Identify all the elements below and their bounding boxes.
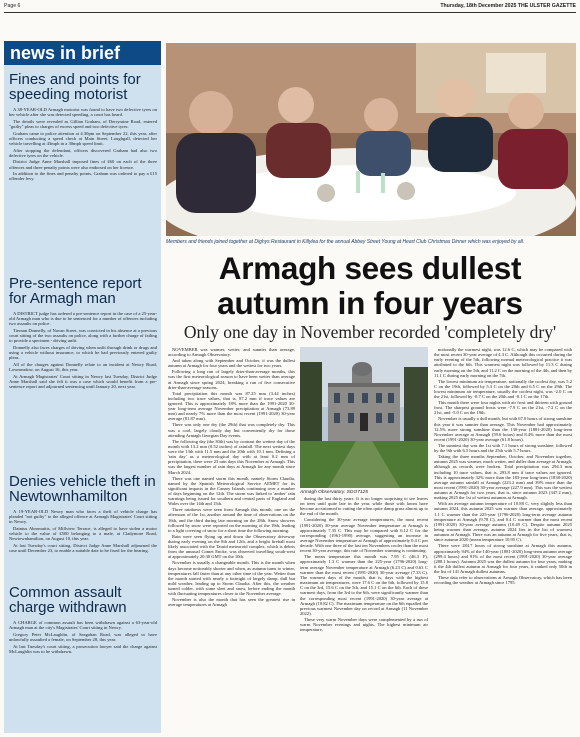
paragraph: After stopping the defendant, officers discovered Graham had also two defective tyres on the vehicle.: [9, 147, 157, 158]
photo-caption: Members and friends joined together at Dighys Restaurant in Killylea for the annual Abbey Street Young at Heart Club Christmas Dinner which was enjoyed by all.: [166, 239, 525, 245]
paragraph: This month there were four nights with air frost and thirteen with ground frost. The sharpest ground frosts were -7.9 C on the 21st, -7.2 C on the 21st, and -5.0 C on the 19th.: [434, 400, 572, 416]
paragraph: November is usually a dull month, but with 67.0 hours of strong sunshine this year it was sunnier than average. This November had approximately 12.5% more strong sunshine than the 130-year (1881-2020) long-term November average at Armagh (59.6 hours) and 8.4% more than the most recent (1991-2020) 30-year average (61.8 hours).: [434, 416, 572, 443]
observatory-photo: [300, 347, 428, 488]
paragraph: Gregory Peter McLaughlin, of Seagahan Road, was alleged to have unlawfully assaulted a female, on September 28, this year.: [9, 631, 157, 642]
brief-story-vehicle-theft: [9, 474, 157, 555]
brief-story-speeding: [9, 72, 157, 183]
paragraph: In addition to the fines and penalty points, Graham was ordered to pay a £15 offender levy.: [9, 171, 157, 182]
paragraph: The mean temperature this month was 7.95 C (46.3 F), approximately 1.3 C warmer than the 225-year (1796-2020) long-term average November temperature at Armagh (6.23 C) and 0.63 C warmer than the most recent (1991-2020) 30-year average (7.33 C). The warmest days of the month, that is, days with the highest maximum air temperatures, were 17.6 C on the 6th, followed by 15.8 C on the 3rd, 15.6 C on the 5th, and 15.1 C on the 6th. Each of these warmest days, from the 3rd to the 6th, were significantly warmer than the corresponding most recent (1991-2020) 30-year average at Armagh (10.82 C). The maximum temperature on the 6th equalled the previous warmest November day on record at Armagh (11 November 2022).: [300, 554, 428, 617]
article-column-1: [168, 347, 295, 608]
paragraph: The following day (the 30th) was by contrast the wettest day of the month with 13.2 mm (0.52 inches) of rainfall. The next wettest days were the 13th with 11.5 mm and the 20th with 10.1 mm. Defining a 'rain day' as a meteorological day with at least 0.2 mm of precipitation, there were 23 rain days this November at Armagh. This was the largest number of rain days at Armagh for any month since March 2024.: [168, 438, 295, 475]
paragraph: District Judge Anne Marshall imposed fines of £60 on each of the three offences and three penalty points were also endorsed on her licence.: [9, 159, 157, 170]
paragraph: The lowest minimum air temperature, notionally the coolest day, was 5.2 C on the 19th, followed by 5.3 C on the 20th and 6.5 C on the 29th. The lowest minimum air temperature, usually the coolest night, was -2.0 C on the 21st, followed by -0.7 C on the 20th and -0.1 C on the 17th.: [434, 378, 572, 400]
paragraph: At last Tuesday's court sitting, a prosecution lawyer said the charge against McLaughlin was to be withdrawn.: [9, 643, 157, 654]
paragraph: Rain were seen flying up and down the Observatory driveway during early evening on the 8th and 12th, and a bright fireball most likely associated with the Taurid meteoroid complex, which is debris from the unusual Comet Encke, was observed travelling south-west at approximately 20:30 GMT on the 10th.: [168, 533, 295, 560]
paragraph: These data refer to observations at Armagh Observatory, which has been recording the weather at Armagh since 1795.: [434, 575, 572, 586]
observatory-caption: Armagh Observatory. SGO7125: [300, 490, 368, 495]
paragraph: There was one named storm this month, namely Storm Claudia, named by the Spanish Meteorological Service AEMET for its significant impacts in the Canary Islands continuing over a number of days beginning on the 12th. The storm was linked to 'amber' rain warnings being issued for southern and central parts of England and Wales over the 14th and 15th.: [168, 475, 295, 507]
paragraph: Donnelly also faces charges of driving when unfit through drink or drugs and using a vehicle without insurance, to which he had previously entered guilty pleas.: [9, 345, 157, 361]
paragraph: Considering the 30-year average temperatures, the most recent (1991-2020) 30-year average November temperature at Armagh is approximately 7.35 C. This may be compared with 6.12 C for the corresponding (1961-1990) average, suggesting an increase in average November temperature at Armagh of approximately 0.4 C per decade. With one three of the last ten Novembers cooler than the most recent 30-year average, this rate of November warming is continuing.: [300, 517, 428, 554]
paragraph: These very warm November days were complemented by a run of warm November evenings and nights. The highest minimum air temperature,: [300, 616, 428, 633]
paragraph: At last Tuesday's court sitting, District Judge Anne Marshall adjourned the case until December 23, to enable a suitable date to be fixed for the hearing.: [9, 543, 157, 554]
brief-headline: Denies vehicle theft in Newtownhamilton: [9, 473, 156, 505]
strapline: Only one day in November recorded 'completely dry': [183, 322, 557, 342]
paragraph: And taken along with September and October, it was the dullest autumn at Armagh for four years and the wettest for two years.: [168, 358, 295, 369]
paragraph: A 19-YEAR-OLD Newry man who faces a theft of vehicle charge has pleaded "not guilty" to the alleged offence at Armagh Magistrates' Court sitting in Newry.: [9, 509, 157, 525]
paragraph: Three rainbows were seen from Armagh this month, one on the afternoon of the 1st, another around the time of observations on the 16th, and the third during late morning on the 28th. Snow showers followed by snow were reported on the morning of the 19th, leading to a light covering of snow for a short time the following morning.: [168, 507, 295, 533]
brief-story-assault: [9, 585, 157, 655]
brief-headline: Pre-sentence report for Armagh man: [9, 275, 142, 307]
brief-body: [9, 311, 157, 389]
paragraph: November is usually a changeable month. This is the month when days become noticeably shorter and when, as autumn turns to winter, temperatures fall faster than at any other time of the year. Wetter than the month started with nearly a fortnight of largely damp, dull but mild weather, leading up to Storm Claudia. After this, the weather turned colder, with some sleet and snow, before ending the month with fluctuating temperatures closer to the November average.: [168, 560, 295, 597]
paragraph: A DISTRICT judge has ordered a pre-sentence report in the case of a 25-year-old Armagh man who is due to be sentenced for a number of offences including two assaults on police.: [9, 311, 157, 327]
paragraph: Tiernan Donnelly, of Navan Street, was convicted in his absence at a previous court sitting of the two assaults on police, along with a further charge of failing to provide a specimen - driving unfit.: [9, 328, 157, 344]
paragraph: The details were revealed as Gillian Graham, of Derryraine Road, entered "guilty" pleas to charges of excess speed and two defective tyres.: [9, 118, 157, 129]
paragraph: With an average autumn temperature of 10.88 C, very slightly less than autumn 2024, this autumn 2025 was warmer than average, approximately 1.1 C warmer than the 225-year (1796-2020) long-term average autumn temperature at Armagh (9.78 C), and 0.4 C warmer than the most recent (1991-2020) 30-year average autumn (10.49 C). Despite autumn 2025 being warmer than average, autumn 2024 lies in the list of warmest autumns at Armagh. There was an autumn at Armagh for five years, that is, since autumn 2020 (mean temperature 10.95 C).: [434, 501, 572, 543]
dateline: Thursday, 18th December 2025 THE ULSTER GAZETTE: [440, 3, 576, 9]
paragraph: Dainius Abromaitis, of Millview Terrace, is alleged to have stolen a motor vehicle to the value of £500 belonging to a male, at Cladymore Road, Newtownhamilton, on August 10, this year.: [9, 526, 157, 542]
news-in-brief-banner: news in brief: [4, 41, 161, 65]
paragraph: Following a long run of largely drier-than-average months, this was the first meteorological season to have been wetter than average at Armagh since spring 2024, breaking a run of five consecutive drier-than-average seasons.: [168, 369, 295, 390]
brief-body: [9, 620, 157, 654]
paragraph: Taking the three months September, October, and November together, autumn 2025 was warmer, much wetter, and duller than average at Armagh, although as records were broken. Total precipitation was 294.3 mm including 10 trace values, that is, 293.8 mm if trace values are ignored. This is approximately 32% more than the 183-year long-term (1838-2020) average autumn rainfall at Armagh (223.2 mm) and 39% more than the most recent (1991-2020) 30-year average (227.9 mm). This was the wettest autumn at Armagh for two years, that is, since autumn 2023 (347.2 mm), making 2025 the 1st of wettest autumns at Armagh.: [434, 454, 572, 501]
main-headline: Armagh sees dullest autumn in four years: [217, 250, 523, 321]
article-column-2: [300, 496, 428, 633]
page-header: [4, 2, 576, 13]
paragraph: At Armagh Magistrates' Court sitting in Newry last Tuesday, District Judge Anne Marshall said she felt it was a case which would benefit from a pre-sentence report and adjourned sentencing until January 20, next year.: [9, 373, 157, 390]
paragraph: The sunniest day was the 1st with 7.1 hours of strong sunshine, followed by the 9th with 6.5 hours and the 25th with 5.7 hours.: [434, 443, 572, 454]
paragraph: notionally the warmest night, was 12.6 C, which may be compared with the most recent 30-year average of 4.3 C. Although this occurred during the early evening of the 5th, following normal meteorological practice it was attributed to the 6th. This warmest night was followed by 11.3 C during early morning on the 5th, and 11.2 C on the morning of the 4th, and then by 11.1 C during early morning on the 7th.: [434, 347, 572, 378]
brief-headline: Fines and points for speeding motorist: [9, 71, 141, 103]
brief-story-presentence: [9, 276, 157, 391]
paragraph: November is also the month that has seen the greatest rise in average temperatures at Armagh: [168, 597, 295, 608]
paragraph: NOVEMBER was warmer, wetter, and sunnier than average, according to Armagh Observatory.: [168, 347, 295, 358]
paragraph: There was only one dry (the 29th) that was completely dry. This was a cool, largely cloudy day but conveniently dry for those attending Armagh Georgian Day events.: [168, 422, 295, 438]
christmas-dinner-photo: [166, 43, 576, 236]
brief-body: [9, 509, 157, 553]
brief-headline: Common assault charge withdrawn: [9, 584, 127, 616]
article-column-3: [434, 347, 572, 586]
paragraph: A 38-YEAR-OLD Armagh motorist was found to have two defective tyres on her vehicle after she was detected speeding, a court has heard.: [9, 107, 157, 118]
paragraph: A CHARGE of common assault has been withdrawn against a 63-year-old Armagh man at the city's Magistrates' Court sitting in Newry.: [9, 620, 157, 631]
page-number: Page 6: [4, 3, 21, 9]
paragraph: There were 284.7 hours of strong sunshine at Armagh this autumn, approximately 94% of the 140-year (1881-2020) long-term autumn average (299.4 hours) and 91% of the most recent (1991-2020) 30-year average (288.1 hours). Autumn 2025 was the dullest autumn for four years, making it the 4th dullest autumn at Armagh for four years, it ranked only 50th in the list of 141 Armagh dullest autumns.: [434, 543, 572, 575]
paragraph: All of the charges against Donnelly relate to an incident at Newry Road, Lowmeadow, on August 16, this year.: [9, 362, 157, 373]
brief-body: [9, 107, 157, 182]
paragraph: Total precipitation this month was 87.25 mm (3.44 inches) including two trace values, that is, 87.2 mm if trace values are ignored. This is approximately 18% more than the 1991-2020 30-year long-term average November precipitation at Armagh (73.89 mm) and nearly 7% more than the most recent (1991-2020) 30-year average (81.87 mm).: [168, 390, 295, 422]
paragraph: Graham came to police attention at 4.30pm on September 22, this year, after officers conducting a speed check at Main Street, Loughgall, detected her vehicle travelling at 43mph in a 30mph speed limit.: [9, 130, 157, 146]
paragraph: during the last thirty years. It is no longer surprising to see leaves on trees until quite late in the year, while those with lawns have become accustomed to cutting the often quite damp grass almost up to the end of the month.: [300, 496, 428, 517]
